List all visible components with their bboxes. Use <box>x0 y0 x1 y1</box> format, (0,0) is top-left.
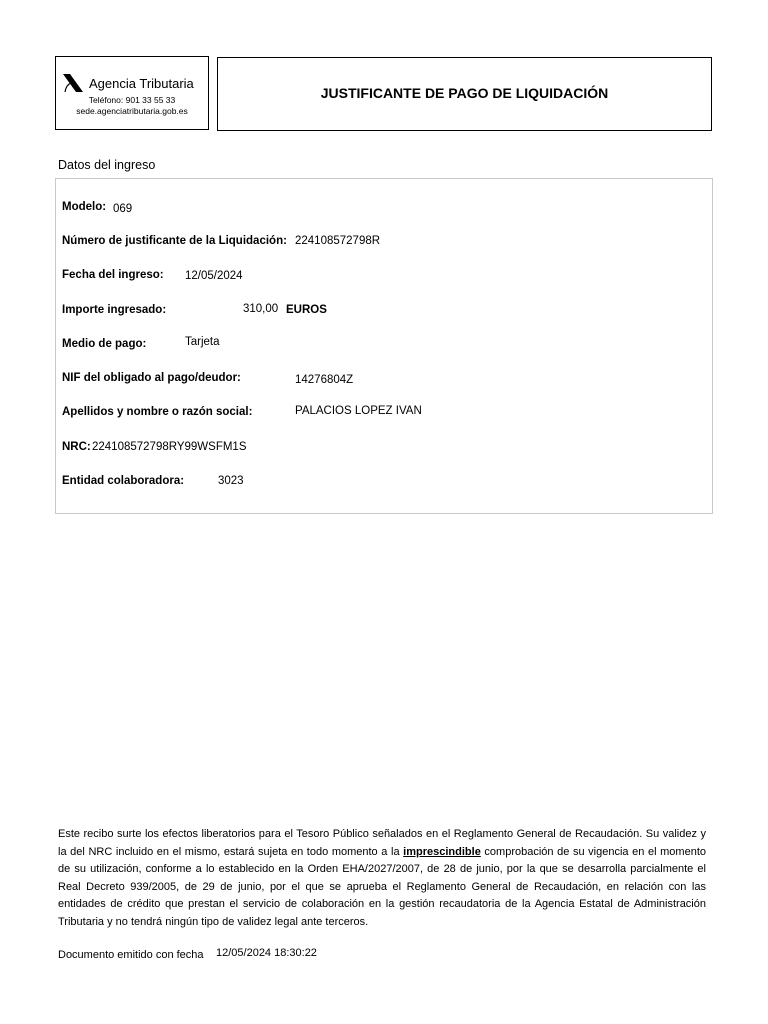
issued-date-label: Documento emitido con fecha <box>58 949 204 961</box>
justificante-label: Número de justificante de la Liquidación: <box>62 235 287 247</box>
legal-notice-part2: comprobación de su vigencia en el momento de su utilización, conforme a lo establecido en la Orden EHA/2027/2007, de 28 de junio, por la que se desarrolla parcialmente el Real Decreto 939/2005, de 29 de junio, por el que se aprueba el Reglamento General de Recaudación, en relación con las entidades de crédito que prestan el servicio de colaboración en la gestión recaudatoria de la Agencia Estatal de Administración Tributaria y no tendrá ningún tipo de validez legal ante terceros. <box>58 845 706 928</box>
legal-notice <box>58 826 706 931</box>
section-title: Datos del ingreso <box>58 158 156 172</box>
agency-logo-icon <box>62 73 84 93</box>
medio-pago-value: Tarjeta <box>185 336 220 348</box>
entidad-value: 3023 <box>218 475 244 487</box>
importe-value: 310,00 <box>243 303 279 315</box>
payment-details-panel <box>55 178 713 514</box>
modelo-label: Modelo: <box>62 201 107 213</box>
modelo-value: 069 <box>113 203 133 215</box>
document-title-box <box>217 57 712 131</box>
justificante-value: 224108572798R <box>295 235 381 247</box>
nif-label: NIF del obligado al pago/deudor: <box>62 372 241 384</box>
agency-logo-box <box>55 56 209 130</box>
nif-value: 14276804Z <box>295 374 354 386</box>
importe-currency: EUROS <box>286 304 327 316</box>
agency-phone: Teléfono: 901 33 55 33 <box>88 95 176 105</box>
nombre-label: Apellidos y nombre o razón social: <box>62 406 253 418</box>
medio-pago-label: Medio de pago: <box>62 338 147 350</box>
nrc-value: 224108572798RY99WSFM1S <box>92 441 247 453</box>
legal-notice-emphasis: imprescindible <box>403 845 481 858</box>
agency-name: Agencia Tributaria <box>89 76 194 91</box>
nombre-value: PALACIOS LOPEZ IVAN <box>295 405 422 417</box>
fecha-ingreso-value: 12/05/2024 <box>185 270 243 282</box>
agency-website: sede.agenciatributaria.gob.es <box>76 106 188 116</box>
document-title: JUSTIFICANTE DE PAGO DE LIQUIDACIÓN <box>320 85 609 101</box>
issued-date-value: 12/05/2024 18:30:22 <box>216 947 317 959</box>
fecha-ingreso-label: Fecha del ingreso: <box>62 269 164 281</box>
legal-notice-part1: Este recibo surte los efectos liberatorios para el Tesoro Público señalados en el Reglamento General de Recaudación. Su validez y la del NRC incluido en el mismo, estará sujeta en todo momento a la <box>58 828 706 858</box>
entidad-label: Entidad colaboradora: <box>62 475 185 487</box>
nrc-label: NRC: <box>62 441 91 453</box>
importe-label: Importe ingresado: <box>62 304 167 316</box>
